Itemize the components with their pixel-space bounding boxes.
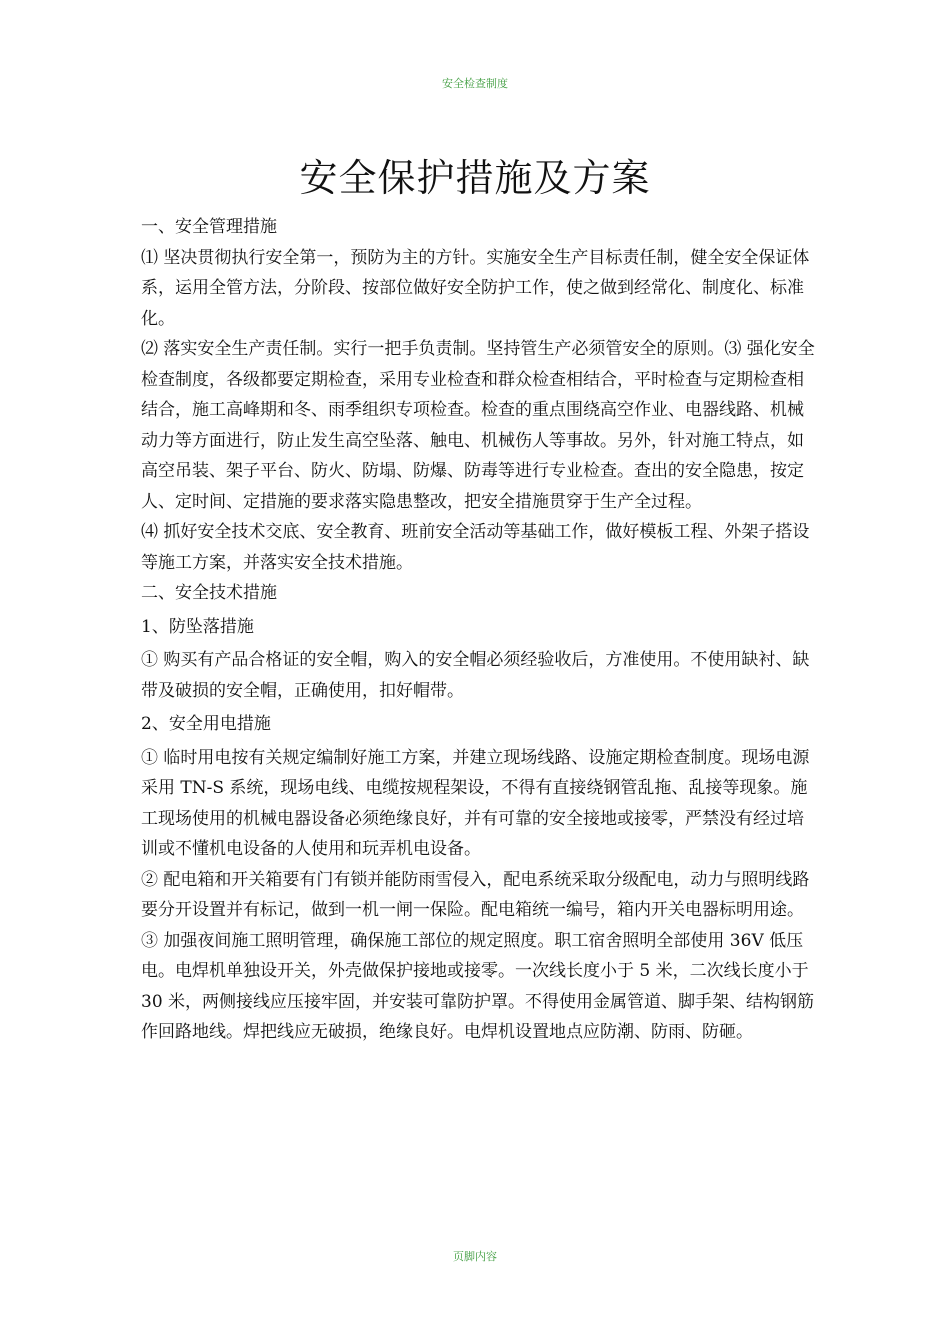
subheading-fall-prevention: 1、防坠落措施	[141, 616, 254, 637]
paragraph-item-4: ⑷ 抓好安全技术交底、安全教育、班前安全活动等基础工作，做好模板工程、外架子搭设等施工方案，并落实安全技术措施。	[141, 522, 810, 573]
subheading-electrical-safety: 2、安全用电措施	[141, 714, 271, 734]
section-heading-management: 一、安全管理措施	[141, 217, 277, 237]
paragraph-night-lighting: ③ 加强夜间施工照明管理，确保施工部位的规定照度。职工宿舍照明全部使用 36V 低压电。电焊机单独设开关，外壳做保护接地或接零。一次线长度小于 5 米，二次线长度小于 30 米，两侧接线应压接牢固，并安装可靠防护罩。不得使用金属管道、脚手架、结构钢筋作回路地线。焊把线应无破损，绝缘良好。电焊机设置地点应防潮、防雨、防砸。	[141, 930, 815, 1042]
section-heading-technical: 二、安全技术措施	[141, 583, 277, 603]
paragraph-item-1: ⑴ 坚决贯彻执行安全第一，预防为主的方针。实施安全生产目标责任制，健全安全保证体系，运用全管方法，分阶段、按部位做好安全防护工作，使之做到经常化、制度化、标准化。	[141, 247, 810, 329]
page-header: 安全检查制度	[442, 77, 508, 90]
paragraph-item-2-3: ⑵ 落实安全生产责任制。实行一把手负责制。坚持管生产必须管安全的原则。⑶ 强化安全检查制度，各级都要定期检查，采用专业检查和群众检查相结合，平时检查与定期检查相结合，施工高峰期和冬、雨季组织专项检查。检查的重点围绕高空作业、电器线路、机械动力等方面进行，防止发生高空坠落、触电、机械伤人等事故。另外，针对施工特点，如高空吊装、架子平台、防火、防塌、防爆、防毒等进行专业检查。查出的安全隐患，按定人、定时间、定措施的要求落实隐患整改，把安全措施贯穿于生产全过程。	[141, 339, 815, 512]
page-footer: 页脚内容	[453, 1250, 497, 1263]
paragraph-helmet: ① 购买有产品合格证的安全帽，购入的安全帽必须经验收后，方准使用。不使用缺衬、缺带及破损的安全帽，正确使用，扣好帽带。	[141, 650, 810, 701]
paragraph-temporary-power: ① 临时用电按有关规定编制好施工方案，并建立现场线路、设施定期检查制度。现场电源采用 TN-S 系统，现场电线、电缆按规程架设，不得有直接绕钢管乱拖、乱接等现象。施工现场使用的机械电器设备必须绝缘良好，并有可靠的安全接地或接零，严禁没有经过培训或不懂机电设备的人使用和玩弄机电设备。	[141, 747, 810, 859]
document-title: 安全保护措施及方案	[299, 156, 651, 200]
document-body	[141, 212, 817, 1048]
paragraph-distribution-box: ② 配电箱和开关箱要有门有锁并能防雨雪侵入，配电系统采取分级配电，动力与照明线路要分开设置并有标记，做到一机一闸一保险。配电箱统一编号，箱内开关电器标明用途。	[141, 869, 810, 920]
